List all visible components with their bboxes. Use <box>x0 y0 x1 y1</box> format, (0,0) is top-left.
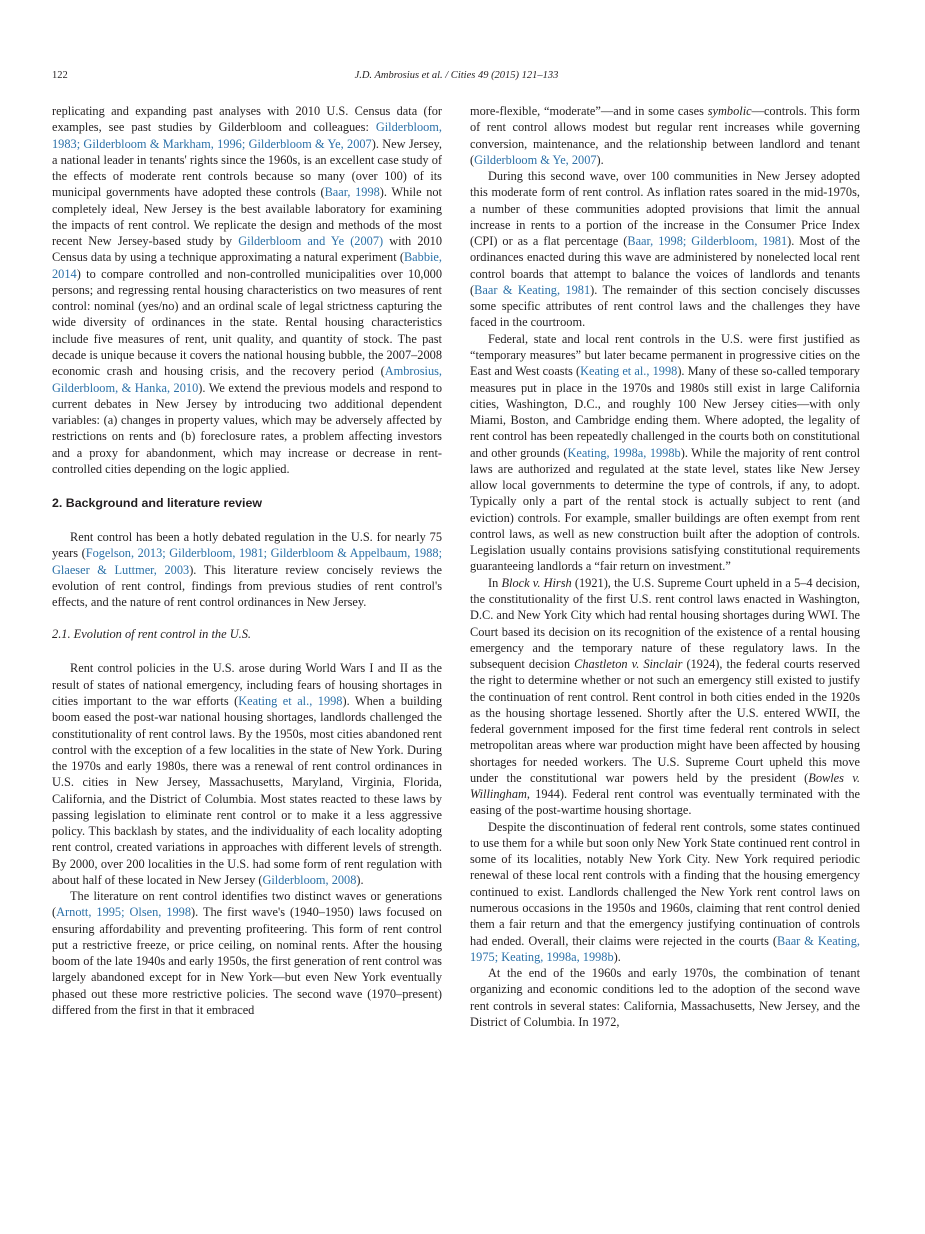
journal-citation: J.D. Ambrosius et al. / Cities 49 (2015) 121–133 <box>354 70 559 81</box>
citation-link[interactable]: Keating et al., 1998 <box>580 364 678 379</box>
running-header <box>52 70 861 86</box>
paragraph: The literature on rent control identifies two distinct waves or generations (Arnott, 1995; Olsen, 1998). The first wave's (1940–1950) laws focused on ensuring affordability and preventing profiteering. This form of rent control put a restrictive freeze, or price ceiling, on nominal rents. After the housing boom of the late 1940s and early 1950s, the first generation of rent control was largely abandoned except for in New York—but even New York eventually phased out these more restrictive policies. The second wave (1970–present) differed from the first in that it embraced <box>52 889 442 1018</box>
citation-link[interactable]: Arnott, 1995; Olsen, 1998 <box>56 905 192 920</box>
citation-link[interactable]: Keating et al., 1998 <box>238 693 343 708</box>
citation-link[interactable]: Gilderbloom & Ye, 2007 <box>474 152 597 167</box>
citation-link[interactable]: Fogelson, 2013; Gilderbloom, 1981; Gilderbloom & Appelbaum, 1988; Glaeser & Luttmer, 2003 <box>52 546 442 577</box>
left-column <box>52 103 442 1018</box>
paragraph: Despite the discontinuation of federal rent controls, some states continued to use them for a while but soon only New York State continued rent control in some of its localities, notably New York City. New York required periodic renewal of these local rent controls with a finding that the housing emergency continued to exist. Landlords challenged the New York rent control laws on numerous occasions in the 1950s and 1960s, claiming that rent control denied them a fair return and that the emergency justifying continuation of controls had ended. Overall, their claims were rejected in the courts (Baar & Keating, 1975; Keating, 1998a, 1998b). <box>470 819 860 964</box>
citation-link[interactable]: Gilderbloom and Ye (2007) <box>238 234 384 249</box>
citation-link[interactable]: Keating, 1998a, 1998b <box>567 445 681 460</box>
paragraph: During this second wave, over 100 communities in New Jersey adopted this moderate form of rent control. As inflation rates soared in the mid-1970s, a number of these communities adopted provisions that limit the annual increase in rents to a portion of the increase in the Consumer Price Index (CPI) or as a flat percentage (Baar, 1998; Gilderbloom, 1981). Most of the ordinances enacted during this wave are administered by nonelected local rent control boards that attempt to balance the voices of landlords and tenants (Baar & Keating, 1981). The remainder of this section concisely discusses some specific attributes of rent control laws and the challenges they have faced in the courtroom. <box>470 169 861 330</box>
citation-link[interactable]: Gilderbloom, 1983; Gilderbloom & Markham, 1996; Gilderbloom & Ye, 2007 <box>52 120 442 151</box>
citation-link[interactable]: Ambrosius, Gilderbloom, & Hanka, 2010 <box>52 364 442 395</box>
section-heading: 2. Background and literature review <box>52 496 263 511</box>
subsection-heading: 2.1. Evolution of rent control in the U.S. <box>52 627 252 642</box>
paragraph: At the end of the 1960s and early 1970s, the combination of tenant organizing and economic conditions led to the adoption of the second wave rent controls in several states: California, Massachusetts, New Jersey, and the District of Columbia. In 1972, <box>470 966 860 1029</box>
paragraph: replicating and expanding past analyses with 2010 U.S. Census data (for examples, see past studies by Gilderbloom and colleagues: Gilderbloom, 1983; Gilderbloom & Markham, 1996; Gilderbloom & Ye, 2007). New Jersey, a national leader in tenants' rights since the 1960s, is an excellent case study of the effects of moderate rent controls because so many (over 100) of its municipal governments have adopted these controls (Baar, 1998). While not completely ideal, New Jersey is the best available laboratory for examining the impacts of rent control. We replicate the design and methods of the most recent New Jersey-based study by Gilderbloom and Ye (2007) with 2010 Census data by using a technique approximating a natural experiment (Babbie, 2014) to compare controlled and non-controlled municipalities over 10,000 persons; and regressing rental housing characteristics on two measures of rent control: nominal (yes/no) and an ordinal scale of legal strictness capturing the wide diversity of ordinances in the state. Rental housing characteristics include five measures of rent, unit quality, and quantity of stock. The past decade is unique because it covers the national housing bubble, the 2007–2008 economic crash and housing crisis, and the recovery period (Ambrosius, Gilderbloom, & Hanka, 2010). We extend the previous models and respond to current debates in New Jersey by introducing two additional dependent variables: (a) changes in property values, which may be adversely affected by restrictions on rents and (b) foreclosure rates, a problem affecting investors and a proxy for abandonment, which may increase or decrease in rent-controlled cities depending on the logic applied. <box>52 104 443 476</box>
citation-link[interactable]: Baar & Keating, 1981 <box>474 282 591 297</box>
citation-link[interactable]: Baar, 1998; Gilderbloom, 1981 <box>627 234 788 249</box>
page-number: 122 <box>52 70 68 81</box>
citation-link[interactable]: Gilderbloom, 2008 <box>262 872 357 887</box>
citation-link[interactable]: Babbie, 2014 <box>52 250 442 281</box>
right-column <box>470 103 860 1030</box>
paragraph: Rent control has been a hotly debated regulation in the U.S. for nearly 75 years (Fogelson, 2013; Gilderbloom, 1981; Gilderbloom & Appelbaum, 1988; Glaeser & Luttmer, 2003). This literature review concisely reviews the evolution of rent control, findings from previous studies of rent control's effects, and the nature of rent control ordinances in New Jersey. <box>52 530 442 610</box>
citation-link[interactable]: Baar, 1998 <box>324 185 380 200</box>
citation-link[interactable]: Baar & Keating, 1975; Keating, 1998a, 1998b <box>470 933 860 964</box>
paragraph: Federal, state and local rent controls in the U.S. were first justified as “temporary measures” but later became permanent in progressive cities on the East and West coasts (Keating et al., 1998). Many of these so-called temporary measures put in place in the 1970s and 1980s still exist in large California cities, Washington, D.C., and roughly 100 New Jersey cities—with only Miami, Boston, and Cambridge ending them. Where adopted, the legality of rent control has been repeatedly challenged in the courts both on constitutional and other grounds (Keating, 1998a, 1998b). While the majority of rent control laws are authorized and regulated at the state level, states like New Jersey allow local governments to determine the type of controls, if any, to adopt. Typically only a part of the rental stock is actually subject to rent (and eviction) controls. For example, smaller buildings are often exempt from rent control laws, as well as new construction built after the adoption of controls. Legislation usually contains provisions satisfying constitutional requirements guaranteeing landlords a “fair return on investment.” <box>470 331 860 574</box>
paragraph: In Block v. Hirsh (1921), the U.S. Supreme Court upheld in a 5–4 decision, the constitutionality of the first U.S. rent control laws enacted in Washington, D.C. and New York City which had rental housing shortages during WWI. The Court based its decision on its recognition of the existence of a rental housing emergency and the temporary nature of these regulatory laws. In the subsequent decision Chastleton v. Sinclair (1924), the federal courts reserved the right to determine whether or not such an emergency still existed to justify the continuation of rent control. Rent control in both cities ended in the 1920s as the housing shortage lessened. Shortly after the U.S. entered WWII, the federal government imposed for the first time federal rent controls in select metropolitan areas where war production might have been affected by housing shortages for needed workers. The U.S. Supreme Court upheld this move under the constitutional war powers held by the president (Bowles v. Willingham, 1944). Federal rent control was eventually terminated with the easing of the post-wartime housing shortage. <box>470 575 860 818</box>
paragraph: more-flexible, “moderate”—and in some cases symbolic—controls. This form of rent control allows modest but regular rent increases while governing conversion, maintenance, and the relationship between landlord and tenant (Gilderbloom & Ye, 2007). <box>470 104 861 167</box>
paragraph: Rent control policies in the U.S. arose during World Wars I and II as the result of states of national emergency, including fears of housing shortages in cities important to the war efforts (Keating et al., 1998). When a building boom eased the post-war national housing shortages, landlords challenged the constitutionality of rent control laws. By the 1950s, most cities abandoned rent control with the exception of a few localities in the state of New York. During the 1970s and early 1980s, there was a renewal of rent control ordinances in U.S. cities in New Jersey, Massachusetts, Maryland, Virginia, Florida, California, and the District of Columbia. Most states reacted to these laws by passing legislation to eliminate rent control or to make it a less aggressive policy. This backlash by states, and the individuality of each locality adopting rent control, created variations in approaches with different levels of strength. By 2000, over 200 localities in the U.S. had some form of rent regulation with about half of these located in New Jersey (Gilderbloom, 2008). <box>52 661 442 887</box>
